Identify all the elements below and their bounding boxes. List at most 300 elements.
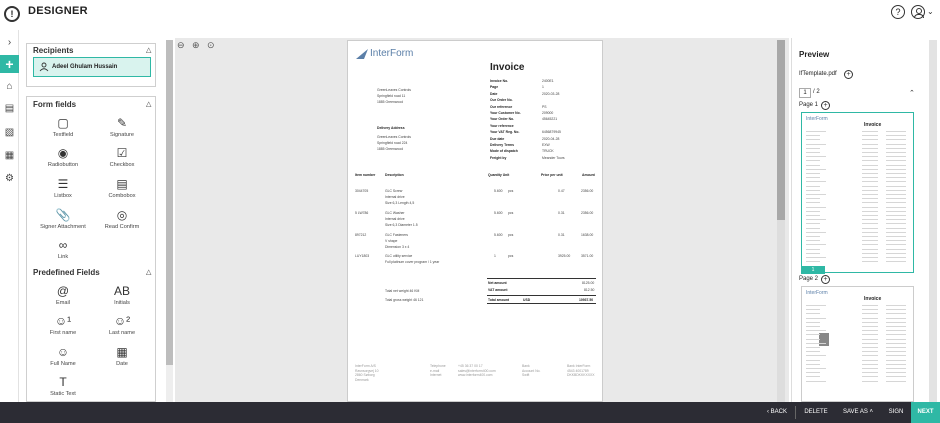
thumb-line <box>862 181 878 182</box>
link-icon: ∞ <box>58 238 68 252</box>
add-file-icon[interactable]: + <box>844 70 853 79</box>
clipboard-icon[interactable]: ▦ <box>4 150 15 161</box>
doc-weight-gross: Total gross weight 46 121 <box>385 298 424 302</box>
thumb-photo <box>819 333 829 346</box>
thumb-line <box>862 190 878 191</box>
doc-footer-line: Bank InterForm <box>567 364 591 368</box>
document-icon[interactable]: ▤ <box>4 103 15 114</box>
thumb-line <box>862 173 878 174</box>
field-signer-attachment[interactable]: 📎 Signer Attachment <box>35 207 91 230</box>
thumb-line <box>886 148 906 149</box>
thumb-line <box>886 194 906 195</box>
doc-footer-line: 4543 4001789 <box>567 368 589 373</box>
thumb-line <box>862 368 878 369</box>
thumb-line <box>886 181 906 182</box>
thumb-line <box>886 381 906 382</box>
doc-meta-label: Due date <box>490 136 505 141</box>
thumb-line <box>886 326 906 327</box>
thumb-line <box>886 160 906 161</box>
sign-button[interactable]: SIGN <box>888 409 904 415</box>
recipient-item[interactable] <box>33 57 151 77</box>
field-listbox[interactable]: ☰ Listbox <box>35 176 91 199</box>
thumb-line <box>806 326 820 327</box>
thumb-line <box>806 381 826 382</box>
thumb-line <box>886 360 906 361</box>
thumb-line <box>862 322 878 323</box>
doc-meta-value: 2400E1 <box>542 79 554 83</box>
back-label: BACK <box>770 409 787 415</box>
thumb-line <box>806 156 826 157</box>
thumb-line <box>886 372 906 373</box>
person-icon: ☺ <box>56 345 70 359</box>
thumb-line <box>886 215 906 216</box>
thumb-line <box>886 156 906 157</box>
thumb-line <box>886 364 906 365</box>
thumb-line <box>886 228 906 229</box>
chevron-down-icon[interactable]: ⌄ <box>927 7 934 16</box>
thumb-line <box>886 139 906 140</box>
doc-meta-label: Delivery Terms <box>490 143 515 147</box>
add-page-icon[interactable]: + <box>821 275 830 284</box>
add-page-icon[interactable]: + <box>821 101 830 110</box>
thumb-line <box>806 330 826 331</box>
thumb-line <box>806 313 820 314</box>
page2-thumbnail[interactable] <box>801 286 914 402</box>
doc-footer-line: Internet <box>430 373 442 377</box>
collapse-predefined-icon[interactable]: △ <box>146 269 152 276</box>
thumb-line <box>862 215 878 216</box>
thumb-line <box>862 211 878 212</box>
thumb-line <box>862 355 878 356</box>
radiobutton-icon: ◉ <box>57 146 69 160</box>
thumb-line <box>862 372 878 373</box>
thumb-line <box>886 347 906 348</box>
thumb-line <box>806 219 826 220</box>
thumb-line <box>862 339 878 340</box>
doc-col-header: Quantity Unit <box>488 173 510 177</box>
thumb-line <box>886 261 906 262</box>
doc-meta-value: TRUCK <box>542 149 554 154</box>
doc-cell-qty: 5.600 <box>494 233 503 237</box>
thumb-line <box>886 223 906 224</box>
thumb-line <box>806 376 820 377</box>
thumb-line <box>886 190 906 191</box>
doc-meta-label: Date <box>490 91 498 96</box>
preview-scrollbar[interactable] <box>929 40 937 402</box>
thumb-line <box>886 244 906 245</box>
help-icon[interactable]: ? <box>891 5 905 19</box>
thumb-line <box>806 360 820 361</box>
thumb-line <box>806 305 826 306</box>
thumb-line <box>806 318 826 319</box>
page1-badge: 1 <box>801 266 825 274</box>
thumb-line <box>806 368 826 369</box>
field-textfield[interactable]: ▢ Textfield <box>35 115 91 138</box>
thumb-line <box>862 313 878 314</box>
thumb-line <box>862 334 878 335</box>
checkbox-icon: ☑ <box>116 146 128 160</box>
doc-cell-amount: 3571.00 <box>581 254 594 258</box>
thumb-line <box>862 144 878 145</box>
thumb-line <box>806 169 826 170</box>
doc-cell-unit: pcs <box>508 189 514 193</box>
thumb-line <box>886 186 906 187</box>
fields-scroll-thumb[interactable] <box>166 40 173 365</box>
thumb-line <box>886 240 906 241</box>
doc-meta-label: Your Customer No. <box>490 111 521 115</box>
doc-col-header: Item number <box>355 173 376 177</box>
thumb-line <box>806 144 826 145</box>
person-2-icon: ☺² <box>113 314 131 328</box>
field-date[interactable]: ▦ Date <box>94 344 150 367</box>
chevron-up-icon: ˄ <box>869 409 874 415</box>
thumb-line <box>862 148 878 149</box>
save-as-button[interactable] <box>838 402 878 423</box>
doc-cell-amount: 1638.00 <box>581 233 594 237</box>
doc-cell-desc: Size 6,3 Diameter 1.5 <box>385 223 418 227</box>
thumb-line <box>806 215 820 216</box>
thumb-line <box>862 253 878 254</box>
thumb-line <box>862 326 878 327</box>
attachment-icon: 📎 <box>55 208 71 222</box>
thumb-line <box>806 198 820 199</box>
thumb-line <box>862 135 878 136</box>
thumb-line <box>886 351 906 352</box>
page2-label: Page 2 <box>799 276 819 282</box>
doc-meta-value: 2020-04-28 <box>542 136 560 141</box>
thumb-line <box>886 249 906 250</box>
thumb-line <box>806 309 820 310</box>
doc-delivery-title: Delivery Address <box>377 126 405 130</box>
thumb-line <box>806 355 826 356</box>
thumb-line <box>862 236 878 237</box>
doc-cell-unit: pcs <box>508 233 514 237</box>
doc-meta-label: Page <box>490 85 499 90</box>
thumb-line <box>886 339 906 340</box>
doc-cell-desc: Size 6,3 Length 4,5 <box>385 201 415 205</box>
thumb-line <box>806 236 820 237</box>
thumb-line <box>886 211 906 212</box>
thumb-line <box>886 152 906 153</box>
thumb-line <box>886 368 906 369</box>
thumb-line <box>862 318 878 319</box>
doc-total-currency: USD <box>523 298 531 302</box>
doc-net-value: 8125.00 <box>582 281 595 285</box>
thumb-line <box>806 244 826 245</box>
thumb-line <box>806 181 826 182</box>
thumb-line <box>806 186 820 187</box>
save-as-label: SAVE AS <box>842 409 868 415</box>
thumb-line <box>886 219 906 220</box>
thumb-line <box>886 169 906 170</box>
thumb-line <box>886 355 906 356</box>
textfield-icon: ▢ <box>57 116 69 130</box>
interform-logo-icon <box>355 48 369 60</box>
thumb-line <box>806 223 820 224</box>
thumb-line <box>862 165 878 166</box>
user-account-icon[interactable] <box>911 5 925 19</box>
page1-thumbnail[interactable] <box>801 112 914 273</box>
thumb-line <box>806 334 820 335</box>
thumb-line <box>862 186 878 187</box>
thumb-line <box>886 334 906 335</box>
thumb-line <box>886 144 906 145</box>
doc-cell-item: LUY1803 <box>355 254 370 258</box>
thumb-line <box>806 257 826 258</box>
app-logo-icon: ! <box>4 6 20 22</box>
field-checkbox[interactable]: ☑ Checkbox <box>94 145 150 168</box>
doc-delivery-line: 1885 Greenwood <box>377 147 404 151</box>
thumb-line <box>806 148 820 149</box>
thumb-line <box>806 351 820 352</box>
signature-icon: ✎ <box>116 116 128 130</box>
doc-cell-price: 3925.00 <box>558 254 571 258</box>
initials-icon: AB <box>113 284 130 298</box>
thumb-line <box>806 194 826 195</box>
thumb-line <box>886 343 906 344</box>
field-combobox[interactable]: ▤ Combobox <box>94 176 150 199</box>
thumb-line <box>886 257 906 258</box>
doc-cell-item: 3044705 <box>355 189 369 193</box>
doc-meta-value: 6456879945 <box>542 130 561 135</box>
thumb-line <box>886 322 906 323</box>
thumb-line <box>806 261 820 262</box>
thumb-line <box>862 131 878 132</box>
collapse-preview-icon[interactable]: ⌃ <box>909 90 915 97</box>
doc-cell-qty: 5.600 <box>494 189 503 193</box>
thumb-line <box>862 249 878 250</box>
save-document-icon[interactable]: ▧ <box>4 127 15 138</box>
thumb-heading: Invoice <box>864 296 882 302</box>
doc-cell-desc: GLC Screw <box>385 189 403 193</box>
doc-cell-desc: GLC Washer <box>385 211 405 215</box>
doc-delivery-line: Springfield road 224 <box>377 141 408 145</box>
page-total: / 2 <box>813 89 820 95</box>
thumb-line <box>862 223 878 224</box>
thumb-line <box>886 131 906 132</box>
app-title: DESIGNER <box>28 5 88 17</box>
thumb-line <box>886 198 906 199</box>
doc-total-value: 10937.50 <box>579 298 594 302</box>
thumb-line <box>862 198 878 199</box>
recipients-title: Recipients <box>33 46 74 55</box>
doc-vat-label: VAT amount <box>488 288 508 292</box>
settings-icon[interactable]: ⚙ <box>5 173 14 184</box>
divider <box>795 406 796 419</box>
thumb-line <box>806 347 820 348</box>
listbox-icon: ☰ <box>57 177 69 191</box>
doc-meta-value: 209000 <box>542 111 554 115</box>
doc-logo: InterForm <box>370 48 414 59</box>
doc-meta-label: Your reference <box>490 123 514 128</box>
thumb-line <box>862 244 878 245</box>
thumb-line <box>806 160 820 161</box>
thumb-line <box>886 313 906 314</box>
thumb-line <box>886 173 906 174</box>
doc-total-label: Total amount <box>488 298 510 302</box>
doc-cell-desc: Internal drive <box>385 195 405 199</box>
doc-cell-desc: Full platinum cover program / 1 year <box>385 260 440 264</box>
thumb-line <box>806 228 820 229</box>
thumb-line <box>806 207 826 208</box>
top-bar <box>0 0 940 30</box>
delete-button[interactable]: DELETE <box>804 409 828 415</box>
doc-cell-amount: 2356.00 <box>581 189 594 193</box>
thumb-line <box>806 202 820 203</box>
thumb-line <box>806 177 820 178</box>
doc-meta-value: 2020-03-28 <box>542 91 560 96</box>
thumb-heading: Invoice <box>864 122 882 128</box>
field-email[interactable]: @ Email <box>35 283 91 306</box>
thumb-line <box>806 131 826 132</box>
doc-address-line: GreenLeaves Controls <box>377 88 411 92</box>
thumb-line <box>886 135 906 136</box>
canvas-scroll-thumb[interactable] <box>777 40 785 220</box>
doc-footer-line: Ravnsorgvej 10 <box>355 368 379 373</box>
thumb-line <box>886 207 906 208</box>
doc-cell-qty: 5.600 <box>494 211 503 215</box>
field-radiobutton[interactable]: ◉ Radiobutton <box>35 145 91 168</box>
thumb-line <box>806 240 820 241</box>
thumb-logo: InterForm <box>806 116 828 122</box>
thumb-line <box>886 165 906 166</box>
doc-footer-line: Telephone <box>430 364 446 368</box>
thumb-line <box>886 318 906 319</box>
thumb-line <box>886 202 906 203</box>
back-button[interactable]: ‹ BACK <box>766 409 787 415</box>
thumb-line <box>862 364 878 365</box>
doc-cell-amount: 2356.00 <box>581 211 594 215</box>
add-icon[interactable]: + <box>0 55 19 73</box>
doc-rule <box>487 303 596 304</box>
field-read-confirm[interactable]: ◎ Read Confirm <box>94 207 150 230</box>
thumb-line <box>862 194 878 195</box>
doc-address-line: Springfield road 11 <box>377 94 406 98</box>
doc-footer-line: sales@interform400.com <box>458 368 496 373</box>
doc-meta-label: Your VAT Reg. No. <box>490 130 520 135</box>
zoom-in-icon[interactable]: ⊕ <box>192 40 200 50</box>
thumb-line <box>862 330 878 331</box>
thumb-line <box>862 219 878 220</box>
recipient-name: Adeel Ghulam Hussain <box>52 64 118 70</box>
field-full-name[interactable]: ☺ Full Name <box>35 344 91 367</box>
doc-footer-line: +45 36 37 00 17 <box>458 364 483 368</box>
chevron-right-icon[interactable]: › <box>7 37 12 48</box>
doc-footer-line: InterForm A/S <box>355 364 376 368</box>
doc-cell-desc: Internal drive <box>385 217 405 221</box>
field-static-text[interactable]: T Static Text <box>35 374 91 397</box>
doc-cell-desc: V shape <box>385 239 398 243</box>
collapse-form-fields-icon[interactable]: △ <box>146 101 152 108</box>
doc-footer-line: 2860 Søborg <box>355 373 375 377</box>
thumb-line <box>806 211 820 212</box>
doc-heading: Invoice <box>490 62 525 73</box>
thumb-line <box>862 240 878 241</box>
page1-label: Page 1 <box>799 102 819 108</box>
doc-footer-line: www.interform400.com <box>458 373 493 377</box>
preview-title: Preview <box>799 50 830 59</box>
zoom-out-icon[interactable]: ⊖ <box>177 40 185 50</box>
field-last-name[interactable]: ☺² Last name <box>94 313 150 336</box>
doc-meta-value: EXW <box>542 143 550 147</box>
thumb-line <box>886 376 906 377</box>
doc-cell-desc: GLC utility service <box>385 254 413 258</box>
doc-footer-line: Swift <box>522 373 530 377</box>
thumb-line <box>862 343 878 344</box>
doc-meta-label: Your Order No. <box>490 117 515 122</box>
thumb-line <box>886 177 906 178</box>
doc-footer-line: Bank <box>522 364 530 368</box>
thumb-line <box>886 309 906 310</box>
doc-net-label: Net amount <box>488 281 507 285</box>
thumb-line <box>806 249 820 250</box>
doc-cell-desc: Dimension 3 x 4 <box>385 245 410 249</box>
form-fields-title: Form fields <box>33 100 77 109</box>
field-link[interactable]: ∞ Link <box>35 237 91 260</box>
thumb-line <box>862 257 878 258</box>
doc-footer-line: Denmark <box>355 377 369 382</box>
thumb-line <box>862 305 878 306</box>
doc-cell-desc: GLC Fasteners <box>385 233 408 237</box>
doc-meta-value: PS <box>542 104 547 109</box>
doc-meta-label: Our Order No. <box>490 98 513 103</box>
doc-meta-value: 1 <box>542 85 544 90</box>
bottom-bar <box>0 402 940 423</box>
doc-delivery-line: GreenLeaves Controls <box>377 135 411 139</box>
thumb-line <box>806 232 826 233</box>
field-signature[interactable]: ✎ Signature <box>94 115 150 138</box>
thumb-line <box>862 360 878 361</box>
thumb-line <box>886 253 906 254</box>
thumb-line <box>862 347 878 348</box>
collapse-recipients-icon[interactable]: △ <box>146 47 152 54</box>
field-initials[interactable]: AB Initials <box>94 283 150 306</box>
doc-vat-value: 812.50 <box>584 288 595 292</box>
page-number-input[interactable]: 1 <box>799 88 811 98</box>
thumb-line <box>862 228 878 229</box>
thumb-line <box>862 261 878 262</box>
thumb-line <box>886 236 906 237</box>
document-page[interactable] <box>347 40 603 402</box>
thumb-line <box>886 330 906 331</box>
combobox-icon: ▤ <box>116 177 128 191</box>
thumb-line <box>862 381 878 382</box>
home-icon[interactable]: ⌂ <box>6 81 13 92</box>
thumb-line <box>862 169 878 170</box>
thumb-line <box>806 173 820 174</box>
doc-col-header: Price per unit <box>541 173 563 177</box>
person-1-icon: ☺¹ <box>54 314 72 328</box>
doc-footer-line: e-mail <box>430 368 440 373</box>
doc-meta-label: Our reference <box>490 104 513 109</box>
doc-cell-price: 0.31 <box>558 211 565 215</box>
thumb-line <box>806 339 820 340</box>
eye-icon: ◎ <box>116 208 128 222</box>
zoom-fit-icon[interactable]: ⊙ <box>207 40 215 50</box>
thumb-line <box>806 372 820 373</box>
next-button[interactable]: NEXT <box>911 402 940 423</box>
thumb-line <box>862 232 878 233</box>
thumb-line <box>862 376 878 377</box>
doc-footer-line: Account No. <box>522 368 541 373</box>
doc-cell-price: 0.31 <box>558 233 565 237</box>
doc-cell-item: 5 LW786 <box>355 211 369 215</box>
thumb-line <box>862 202 878 203</box>
thumb-line <box>806 190 820 191</box>
text-icon: T <box>59 375 67 389</box>
doc-rule <box>487 278 596 279</box>
field-first-name[interactable]: ☺¹ First name <box>35 313 91 336</box>
